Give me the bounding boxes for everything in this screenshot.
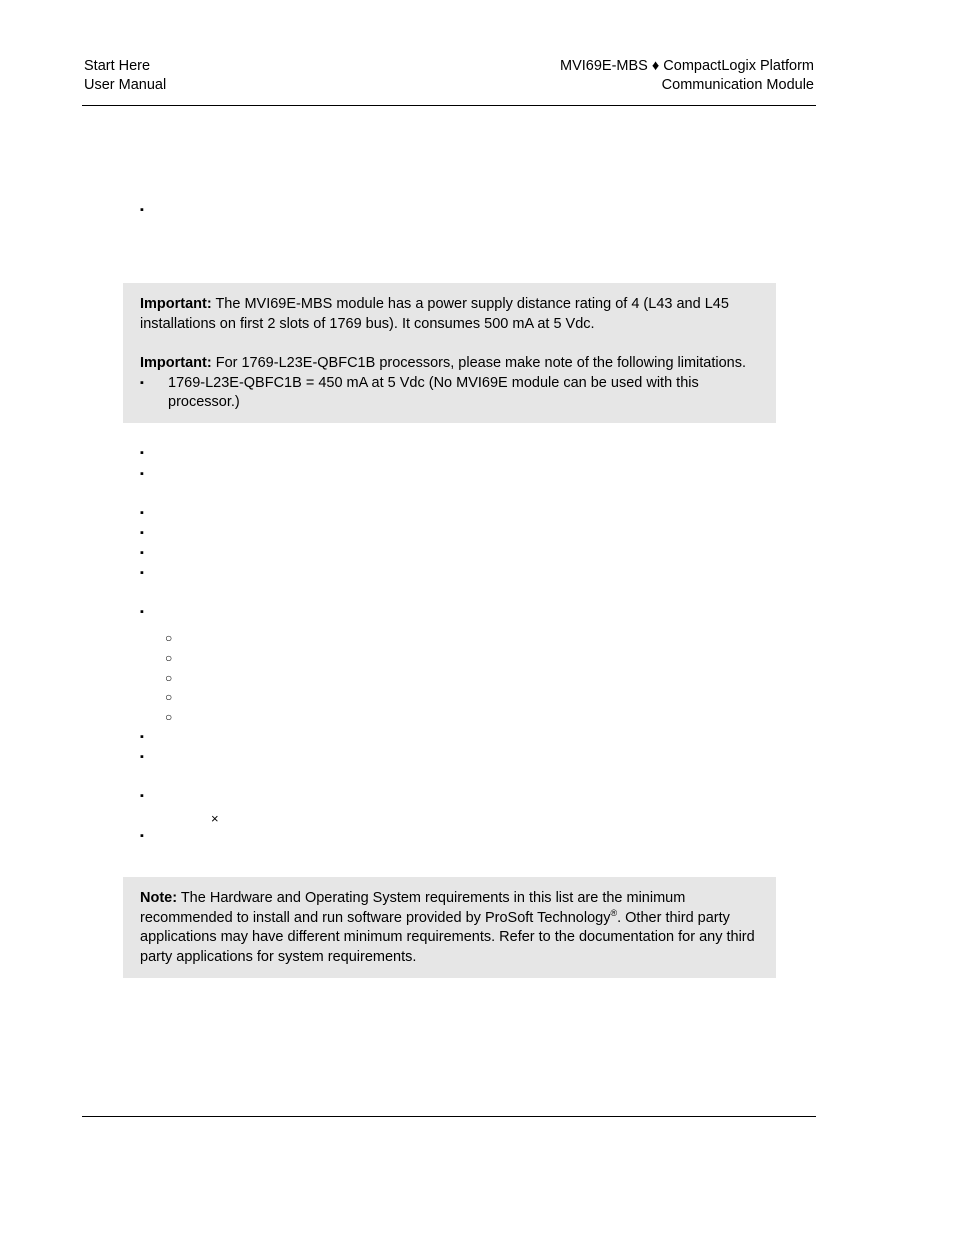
important-list-item — [140, 374, 759, 413]
header-product-subtitle: Communication Module — [661, 77, 814, 93]
note-callout — [123, 877, 776, 978]
registered-mark: ® — [610, 907, 618, 918]
important-text: For 1769-L23E-QBFC1B processors, please make note of the following limitations. — [211, 355, 747, 372]
important-label: Important: — [140, 355, 212, 372]
note-text-continued: . Other third party applications may have different minimum requirements. Refer to the documentation for any third party applications for system requirements. — [140, 909, 755, 965]
bullet-marker: ▪ — [140, 751, 144, 763]
sub-bullet-marker: ○ — [165, 651, 173, 665]
sub-bullet-marker: ○ — [165, 671, 173, 685]
header-product-name: MVI69E-MBS ♦ CompactLogix Platform — [560, 58, 814, 74]
bullet-marker: ▪ — [140, 507, 144, 519]
bullet-marker: ▪ — [140, 790, 144, 802]
note-paragraph — [140, 889, 759, 967]
bullet-marker: ▪ — [140, 468, 144, 480]
bullet-marker: ▪ — [140, 204, 144, 216]
note-text: The Hardware and Operating System requirements in this list are the minimum recommended to install and run software provided by ProSoft Technology — [140, 890, 686, 926]
sub-bullet-marker: ○ — [165, 710, 173, 724]
bullet-marker: ▪ — [140, 731, 144, 743]
important-paragraph-2 — [140, 354, 759, 374]
note-label: Note: — [140, 890, 178, 906]
header-left — [84, 57, 166, 95]
important-callout — [123, 283, 776, 423]
header-section-title: Start Here — [84, 58, 151, 74]
important-paragraph-1 — [140, 295, 759, 334]
bullet-marker: ▪ — [140, 376, 144, 389]
important-text: The MVI69E-MBS module has a power supply distance rating of 4 (L43 and L45 installations on first 2 slots of 1769 bus). It consumes 500 mA at 5 Vdc. — [140, 296, 729, 332]
important-label: Important: — [140, 296, 212, 312]
times-symbol: × — [211, 811, 219, 826]
bullet-marker: ▪ — [140, 606, 144, 618]
bullet-marker: ▪ — [140, 830, 144, 842]
important-list-text: 1769-L23E-QBFC1B = 450 mA at 5 Vdc (No MVI69E module can be used with this processor.) — [168, 374, 699, 411]
bullet-marker: ▪ — [140, 527, 144, 539]
bullet-marker: ▪ — [140, 447, 144, 459]
bullet-marker: ▪ — [140, 547, 144, 559]
header-manual-type: User Manual — [84, 77, 167, 93]
footer-rule — [82, 1116, 816, 1117]
bullet-marker: ▪ — [140, 567, 144, 579]
sub-bullet-marker: ○ — [165, 631, 173, 645]
header-right — [560, 57, 814, 95]
header-rule — [82, 105, 816, 106]
sub-bullet-marker: ○ — [165, 690, 173, 704]
